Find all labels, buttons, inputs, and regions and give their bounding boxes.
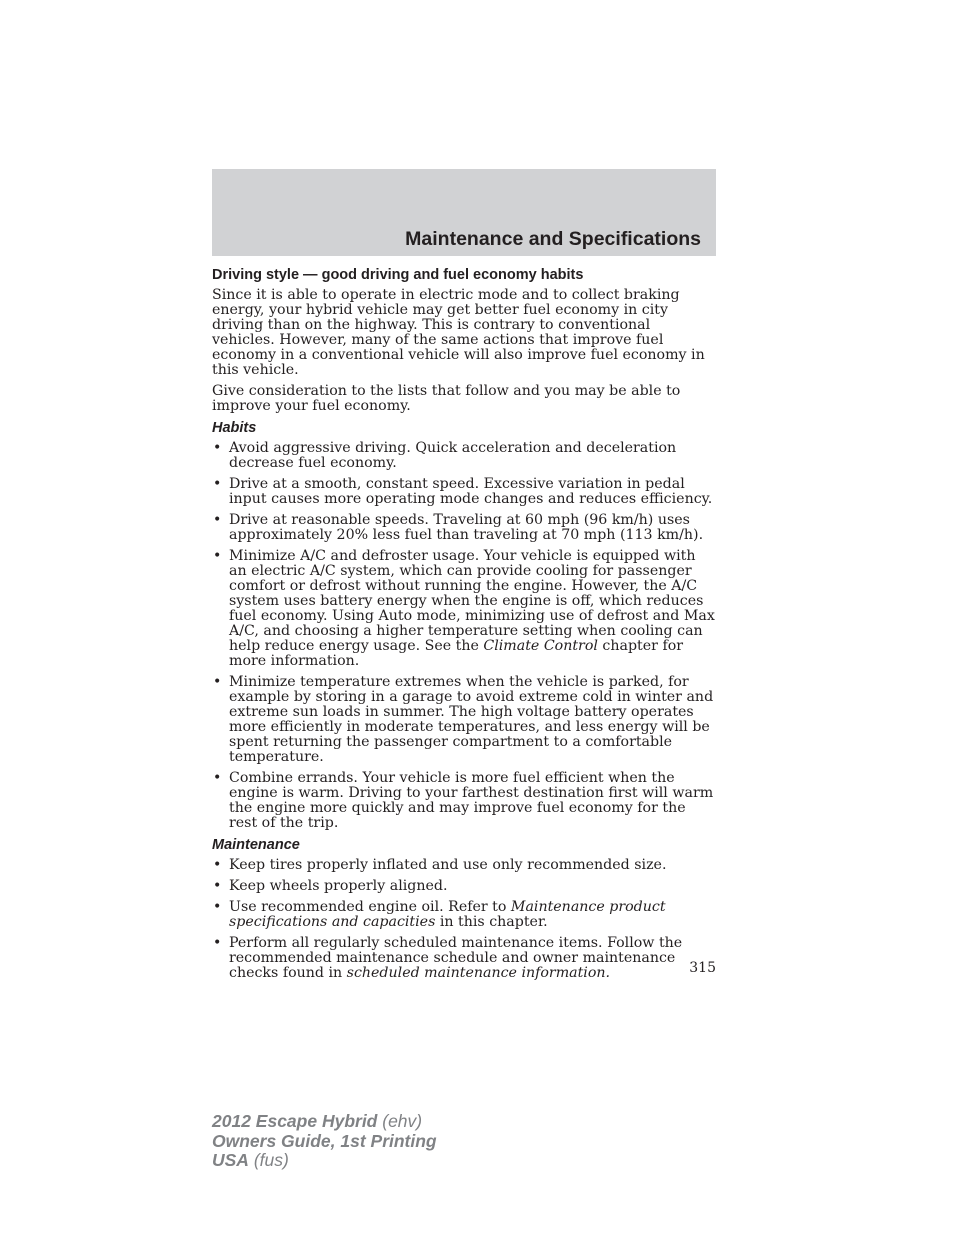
footer-line: Owners Guide, 1st Printing: [212, 1130, 437, 1151]
cross-reference: Maintenance product specifications and capacities: [229, 899, 666, 930]
habits-list: [212, 441, 717, 831]
bullet-icon: •: [213, 440, 222, 456]
intro-paragraph: Since it is able to operate in electric mode and to collect braking energy, your hybrid vehicle may get better fuel economy in city driving than on the highway. This is contrary to conventional vehicles. However, many of the same actions that improve fuel economy in a conventional vehicle will also improve fuel economy in this vehicle.: [212, 287, 705, 378]
document-footer: [212, 1112, 437, 1171]
maintenance-heading: Maintenance: [212, 837, 300, 853]
footer-line: 2012 Escape Hybrid (ehv): [212, 1111, 423, 1131]
list-item: • Keep wheels properly aligned.: [213, 878, 448, 894]
chapter-title: Maintenance and Specifications: [405, 228, 701, 250]
page-number: 315: [689, 960, 716, 976]
cross-reference: Climate Control: [483, 638, 598, 654]
list-item: • Combine errands. Your vehicle is more fuel efficient when the engine is warm. Driving to your farthest destination first will warm the engine more quickly and may improve fuel economy for the rest of the trip.: [213, 770, 714, 831]
bullet-icon: •: [213, 857, 222, 873]
list-item: • Drive at reasonable speeds. Traveling at 60 mph (96 km/h) uses approximately 20% less fuel than traveling at 70 mph (113 km/h).: [213, 512, 704, 543]
bullet-icon: •: [213, 548, 222, 564]
list-item: • Keep tires properly inflated and use only recommended size.: [213, 857, 667, 873]
bullet-icon: •: [213, 770, 222, 786]
list-item: • Drive at a smooth, constant speed. Excessive variation in pedal input causes more operating mode changes and reduces efficiency.: [213, 476, 713, 507]
bullet-icon: •: [213, 935, 222, 951]
intro-paragraph: Give consideration to the lists that follow and you may be able to improve your fuel economy.: [212, 383, 681, 414]
list-item: • Use recommended engine oil. Refer to Maintenance product specifications and capacities in this chapter.: [213, 899, 666, 930]
list-item: • Minimize A/C and defroster usage. Your vehicle is equipped with an electric A/C system, which can provide cooling for passenger comfort or defrost without running the engine. However, the A/C system uses battery energy when the engine is off, which reduces fuel economy. Using Auto mode, minimizing use of defrost and Max A/C, and choosing a higher temperature setting when cooling can help reduce energy usage. See the Climate Control chapter for more information.: [213, 548, 715, 669]
footer-line: USA (fus): [212, 1150, 289, 1170]
chapter-header-band: [212, 169, 716, 256]
bullet-icon: •: [213, 674, 222, 690]
bullet-icon: •: [213, 476, 222, 492]
list-item: • Perform all regularly scheduled maintenance items. Follow the recommended maintenance schedule and owner maintenance checks found in scheduled maintenance information.: [213, 935, 683, 981]
section-heading: Driving style — good driving and fuel economy habits: [212, 267, 584, 283]
list-item: • Minimize temperature extremes when the vehicle is parked, for example by storing in a garage to avoid extreme cold in winter and extreme sun loads in summer. The high voltage battery operates more efficiently in moderate temperatures, and less energy will be spent returning the passenger compartment to a comfortable temperature.: [213, 674, 714, 765]
cross-reference: scheduled maintenance information.: [346, 965, 611, 981]
bullet-icon: •: [213, 878, 222, 894]
bullet-icon: •: [213, 512, 222, 528]
list-item: • Avoid aggressive driving. Quick acceleration and deceleration decrease fuel economy.: [213, 440, 677, 471]
habits-heading: Habits: [212, 420, 257, 436]
page-content: [212, 267, 717, 987]
bullet-icon: •: [213, 899, 222, 915]
